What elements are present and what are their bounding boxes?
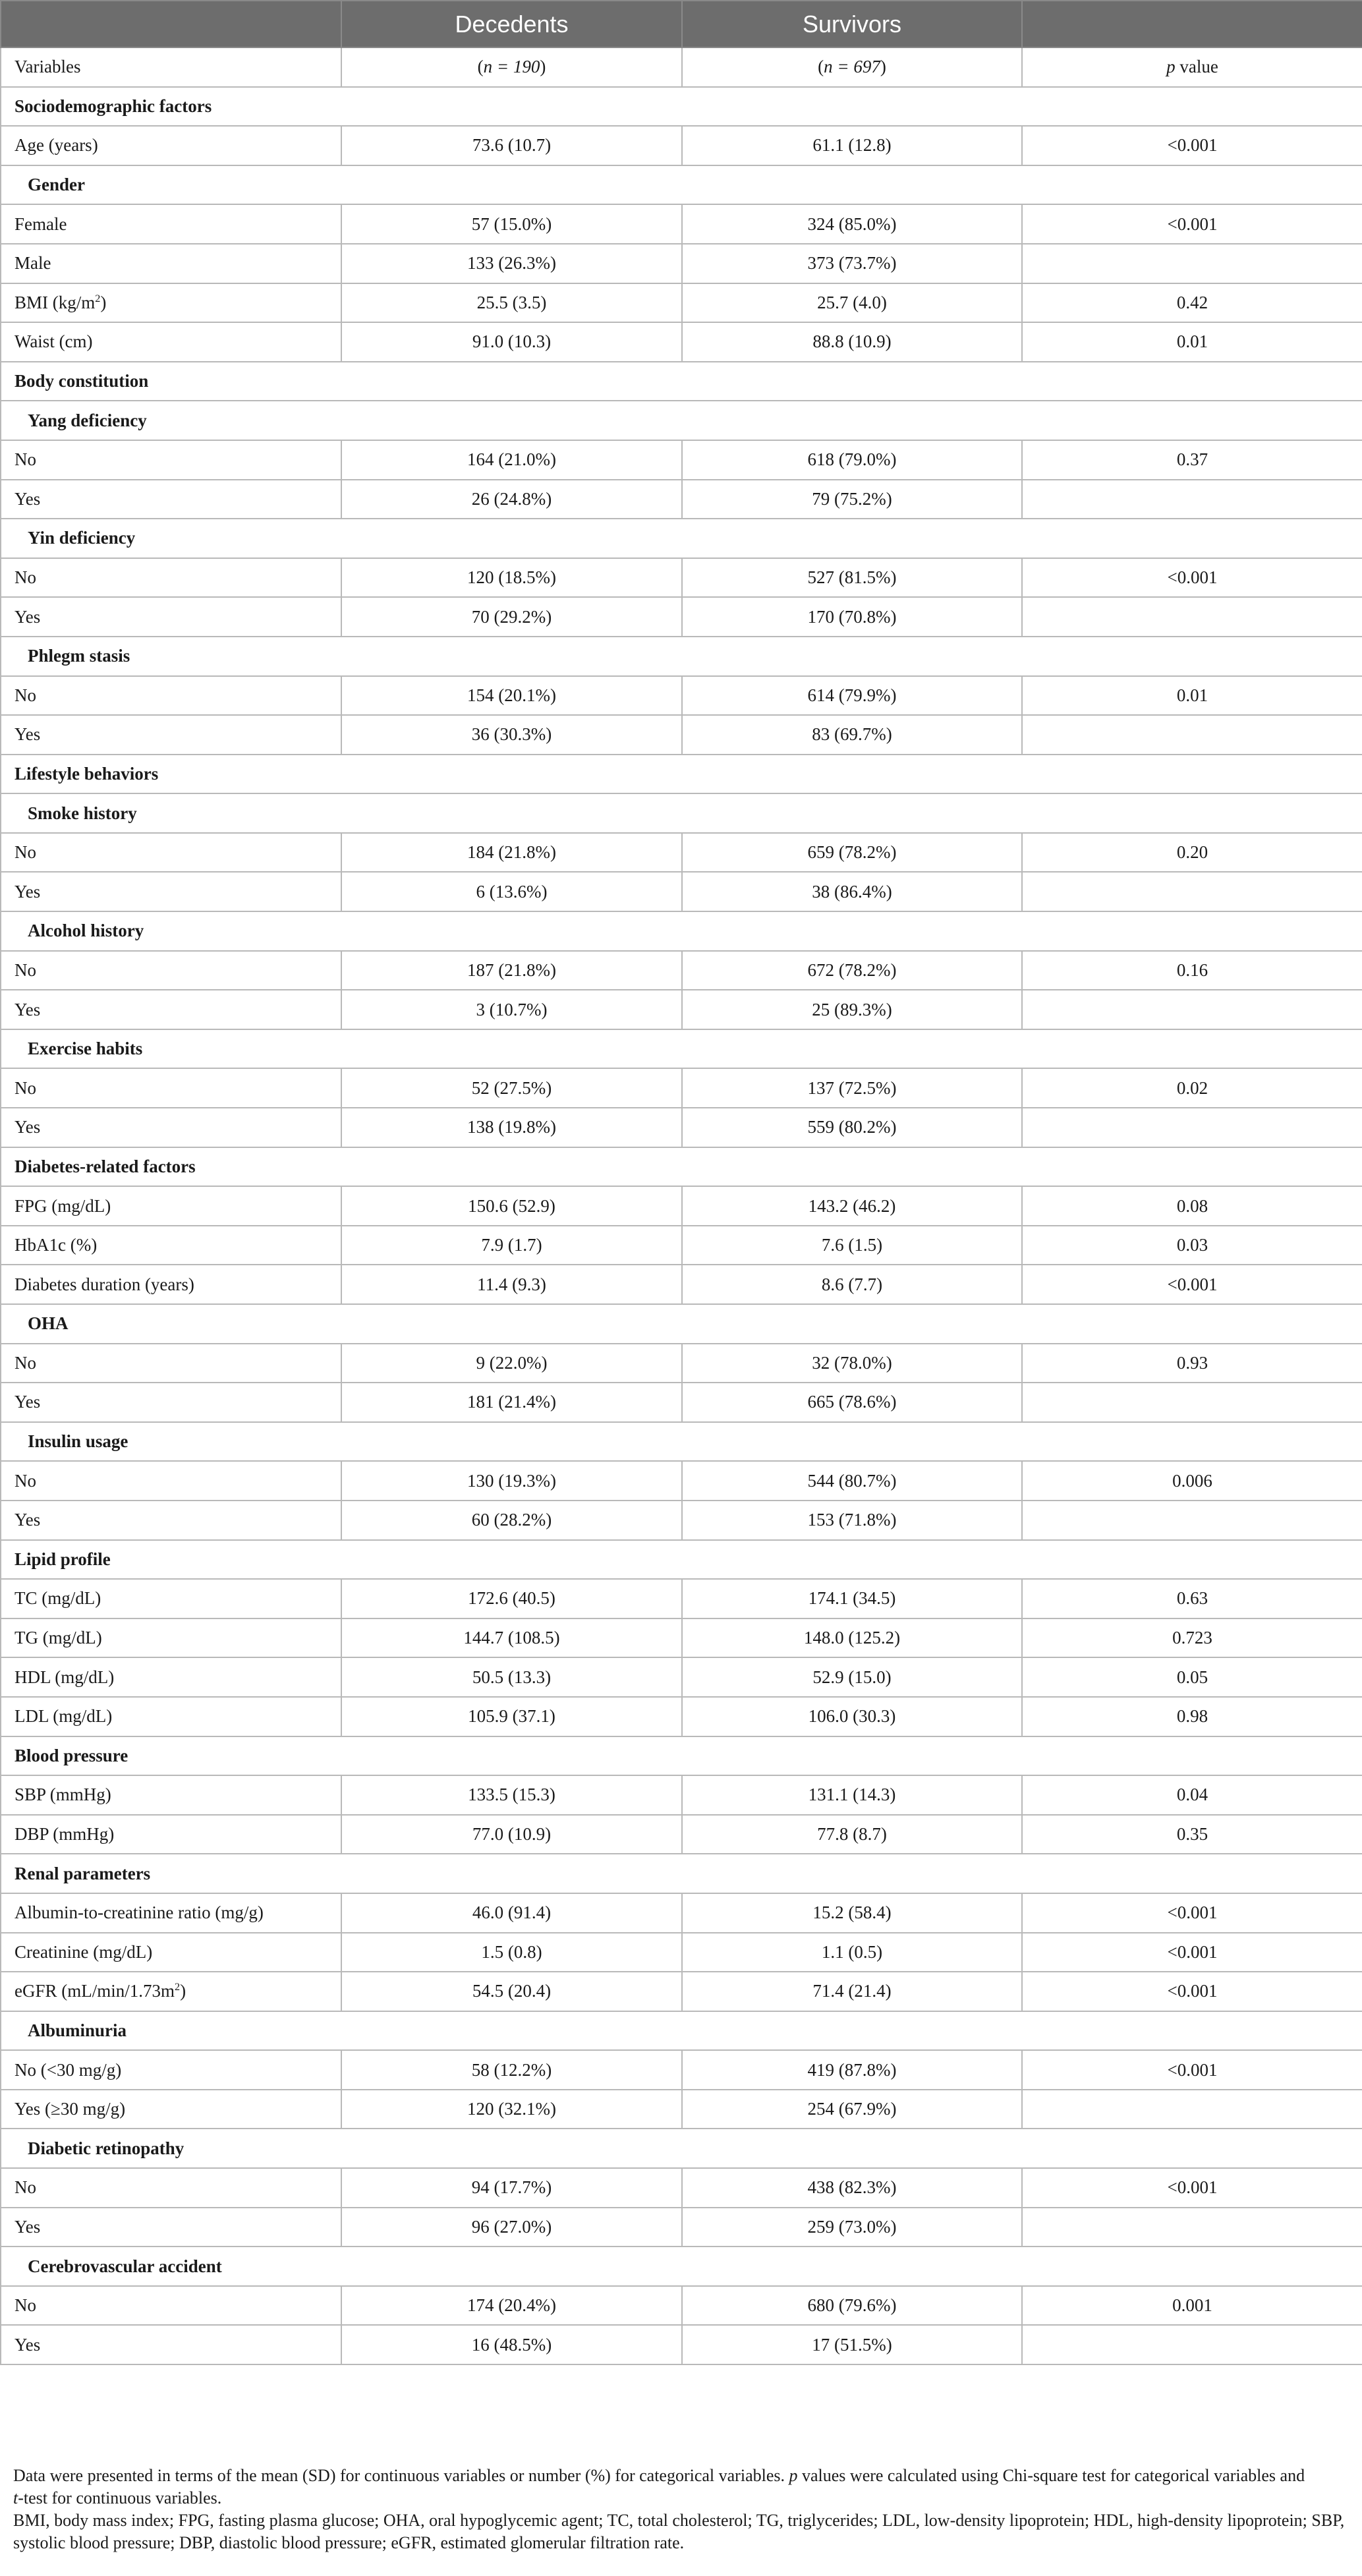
variable-label: SBP (mmHg) [14, 1785, 111, 1805]
subsection-header-row [1, 165, 1362, 205]
subsection-header-row [1, 519, 1362, 558]
survivors-cell: 1.1 (0.5) [682, 1933, 1022, 1972]
survivors-cell: 324 (85.0%) [682, 204, 1022, 244]
pvalue-cell: 0.02 [1022, 1068, 1362, 1108]
table-row [1, 1108, 1362, 1147]
table-group-header-row [1, 1, 1362, 47]
table-row [1, 1461, 1362, 1501]
decedents-cell: 130 (19.3%) [341, 1461, 682, 1501]
pvalue-cell [1022, 480, 1362, 519]
table-row [1, 204, 1362, 244]
pvalue-cell: <0.001 [1022, 204, 1362, 244]
pvalue-cell: 0.20 [1022, 833, 1362, 873]
footnote-method [13, 2465, 1349, 2509]
pvalue-cell: 0.001 [1022, 2286, 1362, 2326]
variable-cell [1, 1068, 341, 1108]
decedents-cell: 164 (21.0%) [341, 440, 682, 480]
footnote-text-c: -test for continuous variables. [18, 2488, 222, 2507]
survivors-cell: 79 (75.2%) [682, 480, 1022, 519]
decedents-cell: 144.7 (108.5) [341, 1618, 682, 1658]
survivors-cell: 254 (67.9%) [682, 2090, 1022, 2129]
variable-cell [1, 1697, 341, 1736]
subsection-label: Gender [1, 165, 1362, 205]
variable-label: TC (mg/dL) [14, 1588, 101, 1609]
survivors-cell: 148.0 (125.2) [682, 1618, 1022, 1658]
decedents-cell: 9 (22.0%) [341, 1344, 682, 1383]
decedents-cell: 57 (15.0%) [341, 204, 682, 244]
survivors-cell: 61.1 (12.8) [682, 126, 1022, 165]
survivors-cell: 137 (72.5%) [682, 1068, 1022, 1108]
survivors-cell: 131.1 (14.3) [682, 1775, 1022, 1815]
variable-label: No [14, 2177, 36, 2198]
variable-cell [1, 126, 341, 165]
pvalue-rest-text: value [1175, 57, 1218, 77]
footnote-p: p [789, 2466, 798, 2485]
subheader-variables: Variables [1, 47, 341, 87]
variable-cell [1, 204, 341, 244]
variable-cell [1, 1344, 341, 1383]
subsection-header-row [1, 911, 1362, 951]
decedents-n-text: n = 190 [483, 57, 540, 77]
decedents-cell: 54.5 (20.4) [341, 1972, 682, 2011]
variable-label: LDL (mg/dL) [14, 1706, 113, 1727]
survivors-cell: 25.7 (4.0) [682, 283, 1022, 323]
table-row [1, 1697, 1362, 1736]
decedents-cell: 181 (21.4%) [341, 1383, 682, 1422]
subheader-survivors-n: (n = 697) [682, 47, 1022, 87]
decedents-cell: 58 (12.2%) [341, 2050, 682, 2090]
pvalue-cell: 0.42 [1022, 283, 1362, 323]
table-row [1, 1657, 1362, 1697]
table-row [1, 1068, 1362, 1108]
section-header-row [1, 1147, 1362, 1187]
pvalue-cell: <0.001 [1022, 2168, 1362, 2208]
table-row [1, 1226, 1362, 1265]
variable-cell [1, 322, 341, 362]
pvalue-cell [1022, 2325, 1362, 2364]
survivors-cell: 614 (79.9%) [682, 676, 1022, 716]
pvalue-cell [1022, 597, 1362, 637]
variable-label: FPG (mg/dL) [14, 1195, 111, 1216]
table-body [1, 87, 1362, 2364]
pvalue-cell [1022, 1383, 1362, 1422]
section-header-row [1, 755, 1362, 794]
variable-cell [1, 2286, 341, 2326]
decedents-cell: 36 (30.3%) [341, 715, 682, 755]
decedents-cell: 120 (18.5%) [341, 558, 682, 598]
table-row [1, 833, 1362, 873]
pvalue-cell: 0.01 [1022, 322, 1362, 362]
subsection-header-row [1, 637, 1362, 676]
survivors-cell: 7.6 (1.5) [682, 1226, 1022, 1265]
survivors-cell: 8.6 (7.7) [682, 1265, 1022, 1304]
pvalue-cell: <0.001 [1022, 558, 1362, 598]
pvalue-cell [1022, 990, 1362, 1029]
pvalue-cell: 0.006 [1022, 1461, 1362, 1501]
decedents-cell: 11.4 (9.3) [341, 1265, 682, 1304]
variable-label: Yes [14, 2216, 41, 2237]
pvalue-cell: <0.001 [1022, 1265, 1362, 1304]
pvalue-cell [1022, 715, 1362, 755]
variable-cell [1, 2050, 341, 2090]
pvalue-cell: 0.08 [1022, 1186, 1362, 1226]
decedents-cell: 77.0 (10.9) [341, 1815, 682, 1854]
table-subheader-row [1, 47, 1362, 87]
variable-cell [1, 951, 341, 990]
subsection-label: Alcohol history [1, 911, 1362, 951]
variable-label: Diabetes duration (years) [14, 1274, 194, 1294]
section-label: Renal parameters [1, 1854, 1362, 1893]
variable-cell [1, 1815, 341, 1854]
decedents-cell: 120 (32.1%) [341, 2090, 682, 2129]
variable-cell [1, 1579, 341, 1618]
decedents-cell: 174 (20.4%) [341, 2286, 682, 2326]
section-label: Lifestyle behaviors [1, 755, 1362, 794]
table-row [1, 715, 1362, 755]
decedents-cell: 70 (29.2%) [341, 597, 682, 637]
subsection-header-row [1, 401, 1362, 440]
pvalue-cell [1022, 2208, 1362, 2247]
table-row [1, 1501, 1362, 1540]
table-row [1, 2050, 1362, 2090]
table-row [1, 558, 1362, 598]
pvalue-cell: 0.16 [1022, 951, 1362, 990]
subsection-header-row [1, 793, 1362, 833]
survivors-cell: 38 (86.4%) [682, 872, 1022, 911]
survivors-cell: 88.8 (10.9) [682, 322, 1022, 362]
section-label: Sociodemographic factors [1, 87, 1362, 127]
variable-cell [1, 1226, 341, 1265]
survivors-cell: 32 (78.0%) [682, 1344, 1022, 1383]
table-row [1, 2286, 1362, 2326]
section-label: Body constitution [1, 362, 1362, 401]
variable-label: No [14, 959, 36, 980]
table-row [1, 951, 1362, 990]
table-row [1, 872, 1362, 911]
section-header-row [1, 1540, 1362, 1580]
decedents-cell: 133 (26.3%) [341, 244, 682, 283]
variable-label: Yes [14, 881, 41, 902]
survivors-n-text: n = 697 [824, 57, 880, 77]
decedents-cell: 94 (17.7%) [341, 2168, 682, 2208]
variable-cell [1, 1383, 341, 1422]
variable-cell [1, 1265, 341, 1304]
survivors-cell: 77.8 (8.7) [682, 1815, 1022, 1854]
variable-cell [1, 2325, 341, 2364]
table-row [1, 676, 1362, 716]
variable-cell [1, 990, 341, 1029]
header-blank-cell [1022, 1, 1362, 47]
variable-label: Yes [14, 606, 41, 627]
pvalue-cell: 0.35 [1022, 1815, 1362, 1854]
variable-cell [1, 1657, 341, 1697]
pvalue-cell [1022, 872, 1362, 911]
decedents-cell: 1.5 (0.8) [341, 1933, 682, 1972]
variable-label: Waist (cm) [14, 331, 93, 352]
pvalue-cell: <0.001 [1022, 2050, 1362, 2090]
survivors-cell: 665 (78.6%) [682, 1383, 1022, 1422]
table-row [1, 480, 1362, 519]
footnote-text-b: values were calculated using Chi-square test for categorical variables and [797, 2466, 1305, 2485]
table-row [1, 2168, 1362, 2208]
variable-cell [1, 1461, 341, 1501]
pvalue-cell: <0.001 [1022, 1972, 1362, 2011]
section-header-row [1, 362, 1362, 401]
header-survivors: Survivors [682, 1, 1022, 47]
table-footnotes [13, 2465, 1349, 2554]
decedents-cell: 16 (48.5%) [341, 2325, 682, 2364]
table-row [1, 1972, 1362, 2011]
variable-cell [1, 1933, 341, 1972]
table-row [1, 1775, 1362, 1815]
variable-label-suffix: ) [180, 1981, 186, 2001]
decedents-cell: 172.6 (40.5) [341, 1579, 682, 1618]
variable-cell [1, 1186, 341, 1226]
variable-label: Yes (≥30 mg/g) [14, 2099, 126, 2119]
table-row [1, 990, 1362, 1029]
subsection-label: OHA [1, 1304, 1362, 1344]
subsection-label: Exercise habits [1, 1029, 1362, 1069]
survivors-cell: 153 (71.8%) [682, 1501, 1022, 1540]
variable-cell [1, 283, 341, 323]
pvalue-cell: <0.001 [1022, 1893, 1362, 1933]
table-row [1, 597, 1362, 637]
survivors-cell: 680 (79.6%) [682, 2286, 1022, 2326]
variable-label: TG (mg/dL) [14, 1628, 102, 1648]
variable-label: DBP (mmHg) [14, 1824, 115, 1845]
header-blank-cell [1, 1, 341, 47]
table-row [1, 1579, 1362, 1618]
variable-label: No [14, 1077, 36, 1098]
subsection-label: Albuminuria [1, 2011, 1362, 2051]
section-label: Diabetes-related factors [1, 1147, 1362, 1187]
decedents-cell: 133.5 (15.3) [341, 1775, 682, 1815]
variable-cell [1, 1893, 341, 1933]
subsection-header-row [1, 1304, 1362, 1344]
survivors-cell: 106.0 (30.3) [682, 1697, 1022, 1736]
variable-label-suffix: ) [100, 292, 107, 312]
subsection-header-row [1, 1422, 1362, 1462]
survivors-cell: 618 (79.0%) [682, 440, 1022, 480]
decedents-cell: 154 (20.1%) [341, 676, 682, 716]
variable-label: Yes [14, 1392, 41, 1412]
table-row [1, 440, 1362, 480]
table-row [1, 1815, 1362, 1854]
table-row [1, 244, 1362, 283]
table-row [1, 1383, 1362, 1422]
table-row [1, 283, 1362, 323]
section-label: Lipid profile [1, 1540, 1362, 1580]
pvalue-cell: <0.001 [1022, 1933, 1362, 1972]
variable-label: BMI (kg/m [14, 292, 96, 312]
survivors-cell: 15.2 (58.4) [682, 1893, 1022, 1933]
variable-label: eGFR (mL/min/1.73m [14, 1981, 175, 2001]
pvalue-cell: 0.05 [1022, 1657, 1362, 1697]
pvalue-cell: 0.63 [1022, 1579, 1362, 1618]
variable-cell [1, 1108, 341, 1147]
subsection-header-row [1, 2247, 1362, 2286]
subsection-label: Yin deficiency [1, 519, 1362, 558]
pvalue-cell: <0.001 [1022, 126, 1362, 165]
table-row [1, 1893, 1362, 1933]
table-row [1, 2208, 1362, 2247]
variable-superscript: 2 [95, 292, 101, 304]
variable-label: No (<30 mg/g) [14, 2059, 122, 2080]
pvalue-cell [1022, 1108, 1362, 1147]
variable-cell [1, 244, 341, 283]
decedents-cell: 52 (27.5%) [341, 1068, 682, 1108]
decedents-cell: 91.0 (10.3) [341, 322, 682, 362]
variable-cell [1, 558, 341, 598]
subsection-label: Smoke history [1, 793, 1362, 833]
decedents-cell: 138 (19.8%) [341, 1108, 682, 1147]
pvalue-cell: 0.04 [1022, 1775, 1362, 1815]
variable-cell [1, 1972, 341, 2011]
decedents-cell: 105.9 (37.1) [341, 1697, 682, 1736]
header-decedents: Decedents [341, 1, 682, 47]
survivors-cell: 659 (78.2%) [682, 833, 1022, 873]
subsection-header-row [1, 2129, 1362, 2168]
footnote-text-a: Data were presented in terms of the mean (SD) for continuous variables or number (%) for categorical variables. [13, 2466, 789, 2485]
decedents-cell: 7.9 (1.7) [341, 1226, 682, 1265]
pvalue-p-text: p [1166, 57, 1176, 77]
decedents-cell: 150.6 (52.9) [341, 1186, 682, 1226]
variable-label: Female [14, 214, 67, 234]
survivors-cell: 71.4 (21.4) [682, 1972, 1022, 2011]
variable-label: No [14, 842, 36, 863]
decedents-cell: 184 (21.8%) [341, 833, 682, 873]
variable-label: No [14, 2295, 36, 2316]
variable-cell [1, 833, 341, 873]
footnote-abbreviations: BMI, body mass index; FPG, fasting plasma glucose; OHA, oral hypoglycemic agent; TC, total cholesterol; TG, triglycerides; LDL, low-density lipoprotein; HDL, high-density lipoprotein; SBP, systolic blood pressure; DBP, diastolic blood pressure; eGFR, estimated glomerular filtration rate. [13, 2511, 1345, 2552]
variable-cell [1, 597, 341, 637]
pvalue-cell: 0.723 [1022, 1618, 1362, 1658]
variable-label: Male [14, 253, 51, 273]
section-header-row [1, 1854, 1362, 1893]
decedents-cell: 26 (24.8%) [341, 480, 682, 519]
variable-cell [1, 2090, 341, 2129]
variable-label: Yes [14, 1510, 41, 1530]
survivors-cell: 438 (82.3%) [682, 2168, 1022, 2208]
variable-cell [1, 2168, 341, 2208]
survivors-cell: 17 (51.5%) [682, 2325, 1022, 2364]
table-row [1, 1186, 1362, 1226]
variable-cell [1, 1618, 341, 1658]
decedents-cell: 60 (28.2%) [341, 1501, 682, 1540]
variable-superscript: 2 [175, 1981, 181, 1993]
variable-cell [1, 440, 341, 480]
decedents-cell: 96 (27.0%) [341, 2208, 682, 2247]
variable-cell [1, 1501, 341, 1540]
decedents-cell: 187 (21.8%) [341, 951, 682, 990]
variable-cell [1, 715, 341, 755]
variable-label: No [14, 449, 36, 470]
table-row [1, 126, 1362, 165]
table-row [1, 2325, 1362, 2364]
table-row [1, 2090, 1362, 2129]
subsection-header-row [1, 2011, 1362, 2051]
pvalue-cell: 0.01 [1022, 676, 1362, 716]
variable-label: Age (years) [14, 135, 98, 156]
pvalue-cell: 0.93 [1022, 1344, 1362, 1383]
variable-cell [1, 872, 341, 911]
survivors-cell: 672 (78.2%) [682, 951, 1022, 990]
survivors-cell: 83 (69.7%) [682, 715, 1022, 755]
pvalue-cell [1022, 2090, 1362, 2129]
table-row [1, 1344, 1362, 1383]
variable-cell [1, 480, 341, 519]
survivors-cell: 544 (80.7%) [682, 1461, 1022, 1501]
variable-label: HbA1c (%) [14, 1235, 98, 1255]
pvalue-cell: 0.98 [1022, 1697, 1362, 1736]
survivors-cell: 373 (73.7%) [682, 244, 1022, 283]
variable-label: Yes [14, 999, 41, 1019]
table-row [1, 1265, 1362, 1304]
survivors-cell: 419 (87.8%) [682, 2050, 1022, 2090]
variable-label: Yes [14, 2334, 41, 2355]
variable-label: No [14, 1470, 36, 1491]
decedents-cell: 3 (10.7%) [341, 990, 682, 1029]
decedents-cell: 73.6 (10.7) [341, 126, 682, 165]
table-row [1, 1933, 1362, 1972]
pvalue-cell [1022, 244, 1362, 283]
variable-label: Creatinine (mg/dL) [14, 1941, 153, 1962]
section-label: Blood pressure [1, 1736, 1362, 1776]
variable-label: No [14, 685, 36, 705]
subheader-decedents-n: (n = 190) [341, 47, 682, 87]
survivors-cell: 25 (89.3%) [682, 990, 1022, 1029]
decedents-cell: 50.5 (13.3) [341, 1657, 682, 1697]
subsection-label: Cerebrovascular accident [1, 2247, 1362, 2286]
table-row [1, 1618, 1362, 1658]
pvalue-cell [1022, 1501, 1362, 1540]
variable-label: Yes [14, 488, 41, 509]
pvalue-cell: 0.37 [1022, 440, 1362, 480]
variable-label: Yes [14, 724, 41, 745]
decedents-cell: 25.5 (3.5) [341, 283, 682, 323]
survivors-cell: 174.1 (34.5) [682, 1579, 1022, 1618]
section-header-row [1, 87, 1362, 127]
footnote-t: t [13, 2488, 18, 2507]
variable-cell [1, 1775, 341, 1815]
subsection-header-row [1, 1029, 1362, 1069]
subsection-label: Insulin usage [1, 1422, 1362, 1462]
subheader-pvalue [1022, 47, 1362, 87]
survivors-cell: 52.9 (15.0) [682, 1657, 1022, 1697]
variable-cell [1, 676, 341, 716]
subsection-label: Phlegm stasis [1, 637, 1362, 676]
variable-label: HDL (mg/dL) [14, 1667, 115, 1687]
variable-label: Albumin-to-creatinine ratio (mg/g) [14, 1903, 264, 1923]
decedents-cell: 6 (13.6%) [341, 872, 682, 911]
section-header-row [1, 1736, 1362, 1776]
variable-label: Yes [14, 1117, 41, 1137]
variable-label: No [14, 1352, 36, 1373]
survivors-cell: 143.2 (46.2) [682, 1186, 1022, 1226]
pvalue-cell: 0.03 [1022, 1226, 1362, 1265]
survivors-cell: 527 (81.5%) [682, 558, 1022, 598]
subsection-label: Yang deficiency [1, 401, 1362, 440]
decedents-cell: 46.0 (91.4) [341, 1893, 682, 1933]
table-row [1, 322, 1362, 362]
variable-label: No [14, 567, 36, 588]
survivors-cell: 170 (70.8%) [682, 597, 1022, 637]
variable-cell [1, 2208, 341, 2247]
survivors-cell: 559 (80.2%) [682, 1108, 1022, 1147]
survivors-cell: 259 (73.0%) [682, 2208, 1022, 2247]
subsection-label: Diabetic retinopathy [1, 2129, 1362, 2168]
